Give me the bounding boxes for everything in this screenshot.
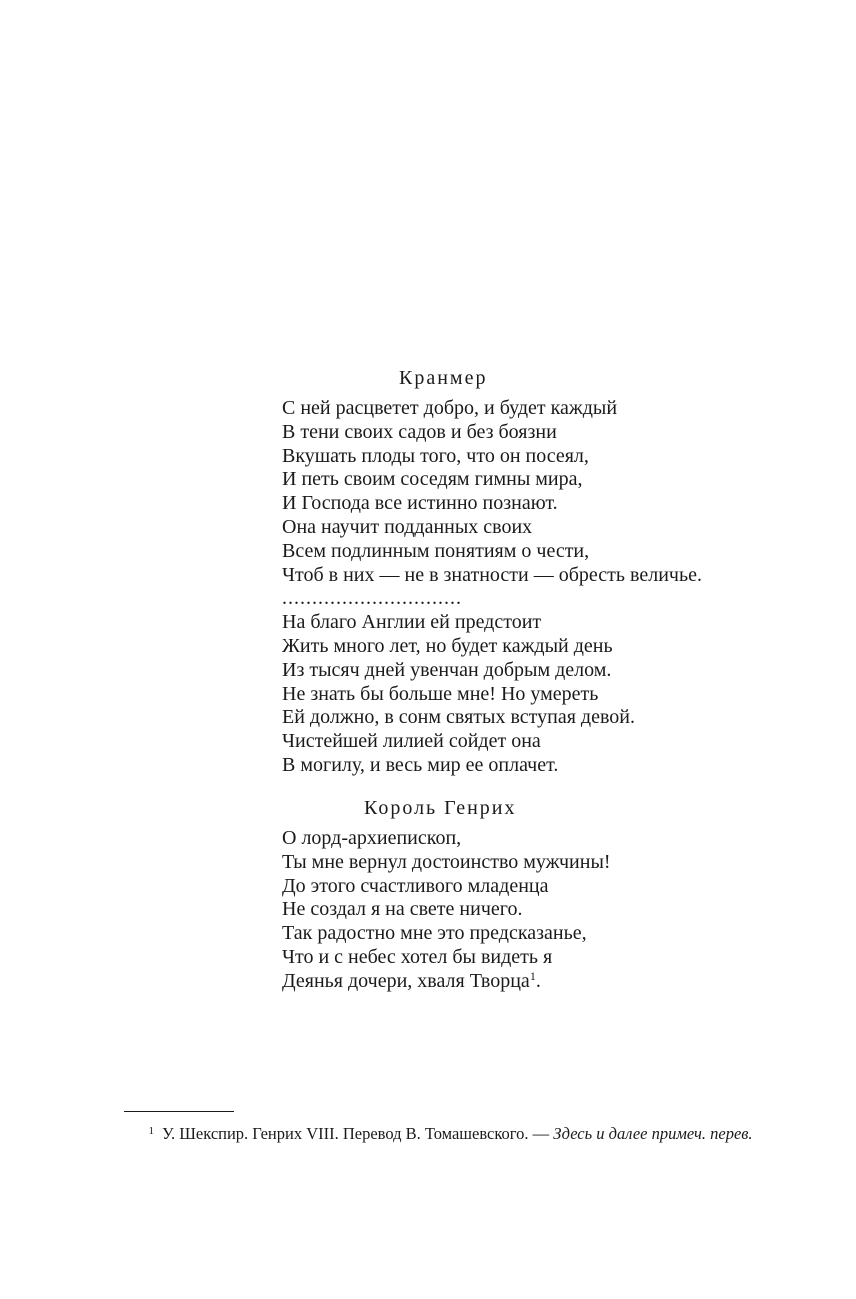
verse-text: Деянья дочери, хваля Творца bbox=[282, 969, 530, 992]
footnote-reference[interactable]: 1 bbox=[529, 968, 536, 983]
verse-line: В тени своих садов и без боязни bbox=[282, 420, 557, 443]
footnote: 1 У. Шекспир. Генрих VIII. Перевод В. Томашевского. — Здесь и далее примеч. перев. bbox=[148, 1124, 753, 1143]
verse-punctuation: . bbox=[535, 969, 541, 992]
verse-line: Из тысяч дней увенчан добрым делом. bbox=[282, 658, 612, 681]
verse-line: Она научит подданных своих bbox=[282, 515, 533, 538]
verse-line: И петь своим соседям гимны мира, bbox=[282, 468, 583, 491]
verse-line-last bbox=[282, 970, 611, 994]
verse-line: Так радостно мне это предсказанье, bbox=[282, 922, 587, 945]
verse-line: Всем подлинным понятиям о чести, bbox=[282, 539, 590, 562]
verse-line: Не создал я на свете ничего. bbox=[282, 898, 523, 921]
verse-line: Вкушать плоды того, что он посеял, bbox=[282, 444, 589, 467]
stanza-cranmer-1 bbox=[282, 397, 702, 778]
footnote-divider bbox=[124, 1111, 234, 1112]
speaker-cranmer: Кранмер bbox=[399, 367, 488, 389]
verse-line: Ты мне вернул достоинство мужчины! bbox=[282, 850, 611, 873]
verse-line: Жить много лет, но будет каждый день bbox=[282, 634, 613, 657]
verse-line: С ней расцветет добро, и будет каждый bbox=[282, 397, 618, 419]
ellipsis-line: .............................. bbox=[282, 587, 462, 610]
stanza-king-henry bbox=[282, 827, 611, 994]
verse-line: В могилу, и весь мир ее оплачет. bbox=[282, 753, 559, 776]
verse-line: Чтоб в них — не в знатности — обресть величье. bbox=[282, 563, 702, 586]
footnote-italic-note: Здесь и далее примеч. перев. bbox=[553, 1124, 753, 1143]
verse-line: До этого счастливого младенца bbox=[282, 874, 549, 897]
verse-line: О лорд-архиепископ, bbox=[282, 827, 462, 849]
verse-line: Ей должно, в сонм святых вступая девой. bbox=[282, 706, 635, 729]
verse-line: Не знать бы больше мне! Но умереть bbox=[282, 682, 599, 705]
speaker-king-henry: Король Генрих bbox=[364, 797, 517, 819]
verse-line: Чистейшей лилией сойдет она bbox=[282, 730, 541, 753]
footnote-text: У. Шекспир. Генрих VIII. Перевод В. Томашевского. — bbox=[162, 1124, 554, 1143]
verse-line: И Господа все истинно познают. bbox=[282, 492, 558, 515]
verse-line: На благо Англии ей предстоит bbox=[282, 611, 542, 634]
verse-line: Что и с небес хотел бы видеть я bbox=[282, 945, 553, 968]
